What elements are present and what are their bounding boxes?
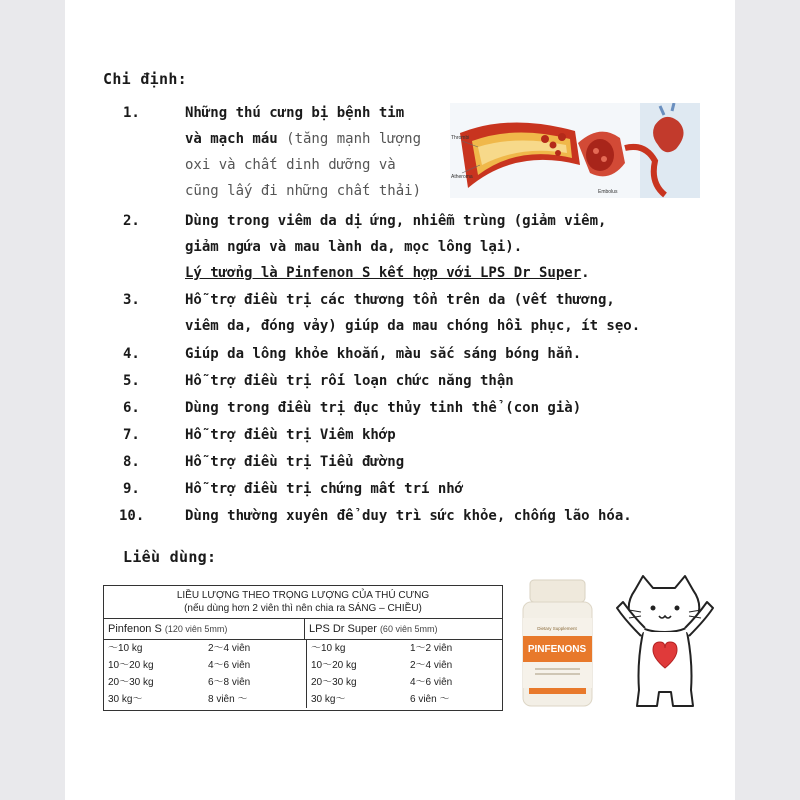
table-row [104, 674, 502, 691]
dose-cell: 4～6 viên [208, 660, 251, 671]
table-subtitle: (nếu dùng hơn 2 viên thì nên chia ra SÁNG – CHIỀU) [184, 603, 422, 614]
item-text: Dùng thường xuyên để duy trì sức khỏe, chống lão hóa. [185, 508, 632, 524]
item-number: 7. [123, 427, 140, 443]
dose-cell: 6～8 viên [208, 677, 251, 688]
item-number: 5. [123, 373, 140, 389]
weight-cell: 30 kg～ [108, 694, 143, 705]
weight-cell: 20～30 kg [306, 674, 406, 691]
item-text: Dùng trong điều trị đục thủy tinh thể (con già) [185, 400, 582, 416]
item-text: Hỗ trợ điều trị Tiểu đường [185, 454, 405, 470]
item-text: oxi và chất dinh dưỡng và [185, 157, 396, 173]
diagram-label-thrombi: Thrombi [451, 135, 470, 141]
table-title-main: LIỀU LƯỢNG THEO TRỌNG LƯỢNG CỦA THÚ CƯNG [176, 590, 430, 601]
dose-cell: 1～2 viên [410, 643, 453, 654]
item-number: 2. [123, 213, 140, 229]
product2-name: LPS Dr Super [309, 623, 377, 635]
item-number: 8. [123, 454, 140, 470]
item-text: giảm ngứa và mau lành da, mọc lông lại). [185, 239, 523, 255]
weight-cell: 10～20 kg [108, 660, 154, 671]
product1-name: Pinfenon S [108, 623, 162, 635]
weight-cell: 20～30 kg [108, 677, 154, 688]
dose-cell: 2～4 viên [410, 660, 453, 671]
item-text: Hỗ trợ điều trị chứng mất trí nhớ [185, 481, 464, 497]
product-bottle-image [515, 578, 600, 710]
item-text: Giúp da lông khỏe khoắn, màu sắc sáng bóng hẳn. [185, 346, 582, 362]
product2-header [304, 619, 502, 639]
item-number: 3. [123, 292, 140, 308]
table-row [104, 640, 502, 657]
table-row [104, 691, 502, 708]
blood-vessel-illustration [450, 103, 700, 198]
weight-cell: ～10 kg [306, 640, 406, 657]
diagram-label-embolus: Embolus [598, 189, 618, 195]
item-number: 4. [123, 346, 140, 362]
item-text: Dùng trong viêm da dị ứng, nhiễm trùng (giảm viêm, [185, 213, 607, 229]
weight-cell: ～10 kg [108, 643, 143, 654]
dose-cell: 6 viên ～ [410, 694, 450, 705]
product-sub: Dietary Supplement [537, 626, 577, 631]
period: . [581, 265, 590, 281]
item-text: Hỗ trợ điều trị Viêm khớp [185, 427, 396, 443]
table-header-row [104, 619, 502, 640]
dose-cell: 2～4 viên [208, 643, 251, 654]
document-page [65, 0, 735, 800]
diagram-label-atheroma: Atheroma [451, 174, 473, 180]
item-text [185, 265, 590, 281]
product1-header [104, 619, 304, 639]
item-text [185, 131, 421, 147]
dosage-heading: Liều dùng: [123, 548, 217, 566]
cat-illustration [613, 572, 718, 712]
item-text-light: (tăng mạnh lượng [277, 131, 422, 147]
table-row [104, 657, 502, 674]
dosage-table [103, 585, 503, 711]
dose-cell: 8 viên ～ [208, 694, 248, 705]
weight-cell: 10～20 kg [306, 657, 406, 674]
item-number: 1. [123, 105, 140, 121]
item-text-bold: và mạch máu [185, 131, 278, 147]
item-text: Những thú cưng bị bệnh tim [185, 105, 405, 121]
item-number: 6. [123, 400, 140, 416]
item-text: Hỗ trợ điều trị rối loạn chức năng thận [185, 373, 514, 389]
product1-pack: (120 viên 5mm) [164, 624, 228, 634]
item-text: Hỗ trợ điều trị các thương tổn trên da (vết thương, [185, 292, 615, 308]
item-text: cũng lấy đi những chất thải) [185, 183, 422, 199]
table-title [104, 586, 502, 619]
item-number: 9. [123, 481, 140, 497]
product-brand: PINFENONS [527, 644, 587, 655]
indications-heading: Chi định: [103, 70, 187, 88]
item-number: 10. [119, 508, 145, 524]
product2-pack: (60 viên 5mm) [379, 624, 438, 634]
weight-cell: 30 kg～ [306, 691, 406, 708]
dose-cell: 4～6 viên [410, 677, 453, 688]
item-text: viêm da, đóng vảy) giúp da mau chóng hồi phục, ít sẹo. [185, 318, 641, 334]
recommendation-text: Lý tưởng là Pinfenon S kết hợp với LPS Dr Super [185, 265, 582, 281]
